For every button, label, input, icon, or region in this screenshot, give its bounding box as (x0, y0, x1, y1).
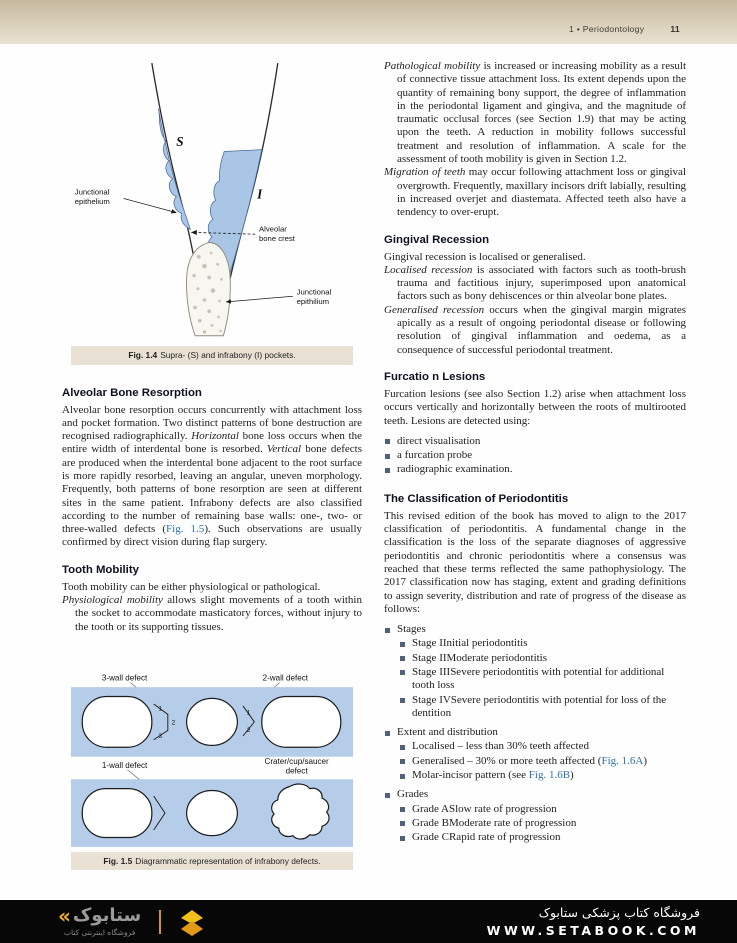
stage-row (399, 652, 686, 665)
paragraph-pathological-mobility (384, 60, 686, 166)
text-run: Localised recession (384, 263, 473, 276)
footer-divider (159, 910, 161, 934)
alveolar-bone-crest-label: Alveolar (259, 224, 287, 234)
square-bullet-icon (400, 656, 405, 661)
list-item-text: Extent and distribution (397, 726, 498, 739)
square-bullet-icon (385, 731, 390, 736)
svg-text:bone crest: bone crest (259, 233, 295, 243)
tooth-section (262, 696, 341, 747)
junctional-left-arrow (124, 199, 177, 213)
list-item-text: a furcation probe (397, 449, 473, 462)
paragraph-localised-recession (384, 264, 686, 304)
heading-classification: The Classification of Periodontitis (384, 492, 569, 505)
heading-furcation-lesions: Furcatio n Lesions (384, 370, 486, 383)
list-item (384, 435, 686, 448)
stage-term: Stage II (412, 651, 447, 664)
crater-tooth-section (272, 784, 329, 839)
svg-text:epithilium: epithilium (296, 296, 330, 306)
text-run: occurs when the gingival margin migrates apically as a result of ongoing periodontal disease or following resolution of gingival inflammation and oedema, as a consequence of successful periodontal treatment. (397, 303, 686, 356)
grade-definition: Moderate rate of progression (448, 816, 577, 829)
paragraph-physiological-mobility (62, 594, 362, 634)
stage-term: Stage I (412, 637, 443, 650)
store-name-text: فروشگاه کتاب پزشکی ستابوک (538, 905, 700, 920)
list-item-extent (384, 726, 686, 739)
junctional-right-label: Junctional (296, 287, 332, 297)
footer-store-info (487, 905, 700, 938)
extent-row (399, 755, 686, 768)
text-run: Generalised recession (384, 303, 485, 316)
figure-1-4-caption (71, 346, 353, 365)
caption-text: Supra- (S) and infrabony (I) pockets. (160, 350, 296, 360)
fig-1-6b-reference-link[interactable]: Fig. 1.6B (528, 769, 571, 782)
wall-number: 2 (246, 727, 251, 735)
label-2-wall-defect: 2-wall defect (262, 673, 308, 683)
text-run: is increased or increasing mobility as a result of connective tissue attachment loss. Its extent depends upon the quantity of remaining bony support, the degree of inflammation in the periodontal ligament and gingiva, and the magnitude of traumatic occlusal forces (see Section 1.9) that may be acting upon the teeth. A reduction in mobility follows successful treatment and resolution of inflammation. A scale for the assessment of tooth mobility is given in Section 1.2. (397, 60, 686, 166)
text-run: ) (643, 754, 648, 767)
extent-text (412, 755, 647, 768)
pocket-label-i: I (257, 186, 263, 202)
logo-subtitle: فروشگاه اینترنتی کتاب (63, 928, 136, 937)
list-item-text: Grades (397, 788, 429, 801)
right-column (384, 60, 686, 845)
list-item-text: Stages (397, 623, 426, 636)
grade-definition: Rapid rate of progression (448, 831, 561, 844)
text-run: bone loss occurs when the entire width of interdental bone is resorbed. (62, 430, 362, 456)
text-run: ) (570, 769, 574, 782)
text-run: Alveolar bone resorption occurs concurrently with attachment loss and pocket formation. Two distinct patterns of bone destruction are recognised radiographically. (62, 403, 362, 443)
grade-definition: Slow rate of progression (448, 802, 557, 815)
text-run: Molar-incisor pattern (see (412, 769, 529, 782)
paragraph-recession-intro: Gingival recession is localised or generalised. (384, 250, 586, 263)
page-number: 11 (670, 24, 680, 34)
wall-number: 3 (158, 732, 163, 740)
paragraph-generalised-recession (384, 304, 686, 357)
figure-1-5 (71, 672, 353, 871)
junctional-right-arrow (226, 296, 293, 302)
paragraph-furcation-intro: Furcation lesions (see also Section 1.2) arise when attachment loss occurs vertically and horizontally between the roots of multirooted teeth. Lesions are detected using: (384, 387, 686, 427)
caption-text: Diagrammatic representation of infrabony defects. (135, 855, 321, 866)
square-bullet-icon (385, 793, 390, 798)
stage-term: Stage III (412, 665, 451, 678)
fig-1-5-reference-link[interactable]: Fig. 1.5 (166, 523, 205, 536)
stage-definition: Moderate periodontitis (446, 651, 548, 664)
store-url-link[interactable]: WWW.SETABOOK.COM (486, 923, 700, 938)
heading-gingival-recession: Gingival Recession (384, 233, 490, 246)
text-run: Migration of teeth (384, 166, 466, 179)
caption-label: Fig. 1.4 (128, 350, 158, 360)
setabook-logo[interactable] (58, 906, 141, 937)
grade-row (399, 803, 686, 816)
list-item-stages (384, 623, 686, 636)
square-bullet-icon (400, 642, 405, 647)
square-bullet-icon (400, 807, 405, 812)
list-item (384, 463, 686, 476)
heading-tooth-mobility: Tooth Mobility (62, 563, 139, 576)
text-run: Vertical (266, 443, 302, 456)
stage-row (399, 694, 686, 721)
wall-number: 1 (158, 705, 163, 713)
square-bullet-icon (400, 745, 405, 750)
tooth-section (187, 698, 238, 745)
list-item-grades (384, 788, 686, 801)
fig-1-6a-reference-link[interactable]: Fig. 1.6A (601, 754, 644, 767)
text-run: allows slight movements of a tooth within the socket to accommodate masticatory forces, without injury to the tooth or its supporting tissues. (75, 594, 362, 633)
guillemet-logo-icon: « (58, 904, 71, 928)
extent-row (399, 769, 686, 782)
fig-1-5-diagram (71, 672, 353, 847)
grade-term: Grade A (412, 802, 449, 815)
tooth-section (187, 790, 238, 835)
text-run: may occur following attachment loss or gingival overgrowth. Frequently, maxillary incisors drift labially, resulting in increased overjet and diastemata. Affected teeth also have a tendency to over-erupt. (397, 166, 686, 219)
list-item (384, 449, 686, 462)
square-bullet-icon (385, 454, 390, 459)
stage-row (399, 637, 686, 650)
classification-list (384, 623, 686, 844)
list-item-text: direct visualisation (397, 434, 481, 447)
stage-definition: Initial periodontitis (442, 637, 528, 650)
label-1-wall-defect: 1-wall defect (101, 760, 148, 770)
tooth-section (82, 789, 152, 838)
square-bullet-icon (400, 698, 405, 703)
stage-term: Stage IV (412, 693, 451, 706)
label-3-wall-defect: 3-wall defect (101, 673, 148, 683)
left-column (62, 56, 362, 870)
figure-1-5-caption (71, 852, 353, 871)
tooth-root-shape (186, 243, 230, 336)
text-run: Pathological mobility (384, 60, 481, 72)
square-bullet-icon (400, 759, 405, 764)
furcation-bullet-list (384, 435, 686, 477)
list-item-text: radiographic examination. (397, 463, 513, 476)
page-header (0, 0, 737, 44)
tooth-section (82, 696, 152, 747)
paragraph-migration (384, 166, 686, 219)
square-bullet-icon (385, 439, 390, 444)
chapter-title: 1 • Periodontology (569, 24, 645, 34)
paragraph-alveolar-resorption (62, 404, 362, 550)
text-run: Generalised – 30% or more teeth affected ( (412, 754, 602, 767)
setabook-diamond-icon (177, 907, 207, 937)
grade-row (399, 831, 686, 844)
wall-number: 1 (246, 709, 251, 717)
grade-term: Grade B (412, 816, 449, 829)
figure-1-4 (71, 56, 353, 365)
setabook-footer-banner (0, 900, 737, 943)
junctional-left-label: Junctional (74, 187, 110, 197)
heading-alveolar-bone-resorption: Alveolar Bone Resorption (62, 386, 202, 399)
text-run: ). Such observations are usually confirmed by direct vision during flap surgery. (62, 523, 362, 549)
stage-definition: Severe periodontitis with potential for additional tooth loss (412, 665, 665, 692)
svg-text:epithelium: epithelium (74, 197, 110, 207)
square-bullet-icon (400, 821, 405, 826)
paragraph-mobility-intro: Tooth mobility can be either physiological or pathological. (62, 580, 321, 593)
text-run: Horizontal (191, 430, 239, 443)
caption-label: Fig. 1.5 (103, 855, 133, 866)
pocket-label-s: S (176, 133, 184, 149)
grade-row (399, 817, 686, 830)
label-crater-defect: Crater/cup/saucer (264, 757, 329, 767)
running-head (569, 24, 680, 34)
text-run: Physiological mobility (62, 594, 163, 607)
logo-text: ستابوک (72, 905, 142, 926)
square-bullet-icon (385, 468, 390, 473)
text-run: bone defects are produced when the interdental bone adjacent to the root surface is more rapidly resorbed, leaving an angular, uneven morphology. Frequently, both patterns of bone resorption are seen at different sites in the same patient. Infrabony defects are also classified according to the number of remaining base walls: one-, two- or three-walled defects ( (62, 443, 362, 536)
extent-text: Localised – less than 30% teeth affected (412, 740, 589, 753)
stage-row (399, 666, 686, 693)
logo-wordmark (58, 906, 141, 926)
square-bullet-icon (400, 836, 405, 841)
square-bullet-icon (385, 628, 390, 633)
wall-number: 2 (171, 719, 176, 727)
square-bullet-icon (400, 774, 405, 779)
square-bullet-icon (400, 670, 405, 675)
extent-row (399, 740, 686, 753)
fig-1-4-diagram (71, 56, 353, 341)
grade-term: Grade C (412, 831, 449, 844)
svg-text:defect: defect (285, 766, 308, 776)
extent-text (412, 769, 574, 782)
stage-definition: Severe periodontitis with potential for loss of the dentition (412, 693, 667, 719)
text-run: is associated with factors such as tooth-brush trauma and factitious injury, superimposed upon anatomical factors such as bony dehiscences or thin alveolar bone plates. (397, 263, 686, 303)
paragraph-classification-intro: This revised edition of the book has moved to align to the 2017 classification of periodontitis. A fundamental change in the classification is the loss of the separate diagnoses of aggressive periodontitis and chronic periodontitis where a consensus was reached that these terms reflected the same pathophysiology. The 2017 classification now has staging, extent and grading definitions to assign severity, distribution and rate of progress of the disease as follows: (384, 509, 686, 615)
